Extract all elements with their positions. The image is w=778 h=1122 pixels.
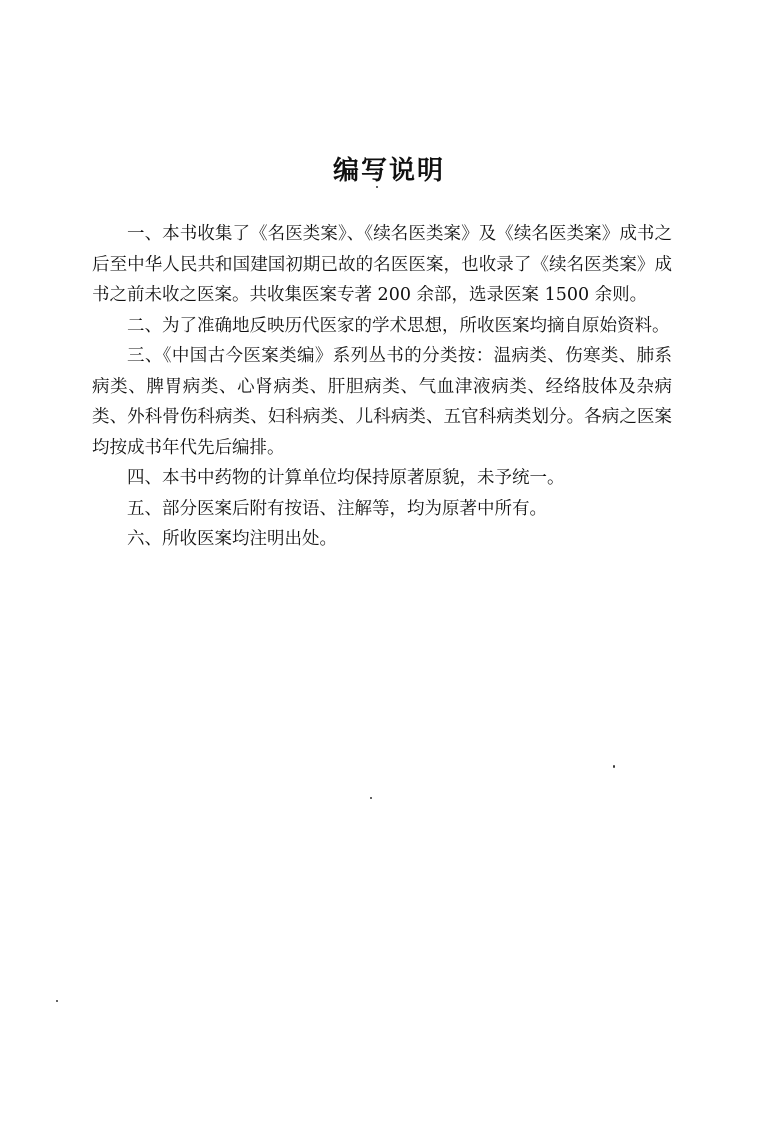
- scan-speck: [376, 186, 378, 188]
- paragraph-5: 五、部分医案后附有按语、注解等，均为原著中所有。: [127, 498, 547, 519]
- paragraph-6: 六、所收医案均注明出处。: [127, 529, 337, 549]
- paragraph-3: 三、《中国古今医案类编》系列丛书的分类按：温病类、伤寒类、肺系病类、脾胃病类、心肾病类、肝胆病类、气血津液病类、经络肢体及杂病类、外科骨伤科病类、妇科病类、儿科病类、五官科病类划分。各病之医案均按成书年代先后编排。: [92, 346, 672, 458]
- scan-speck: [370, 797, 372, 799]
- body-text: [92, 219, 672, 555]
- paragraph-4: 四、本书中药物的计算单位均保持原著原貌，未予统一。: [127, 468, 565, 488]
- scan-speck: [613, 765, 615, 768]
- scan-speck: [56, 1000, 58, 1002]
- page-title: 编写说明: [332, 156, 445, 186]
- paragraph-1: 一、本书收集了《名医类案》、《续名医类案》及《续名医类案》成书之后至中华人民共和国建国初期已故的名医医案，也收录了《续名医类案》成书之前未收之医案。共收集医案专著 200 余部，选录医案 1500 余则。: [92, 224, 672, 305]
- paragraph-2: 二、为了准确地反映历代医家的学术思想，所收医案均摘自原始资料。: [127, 315, 670, 336]
